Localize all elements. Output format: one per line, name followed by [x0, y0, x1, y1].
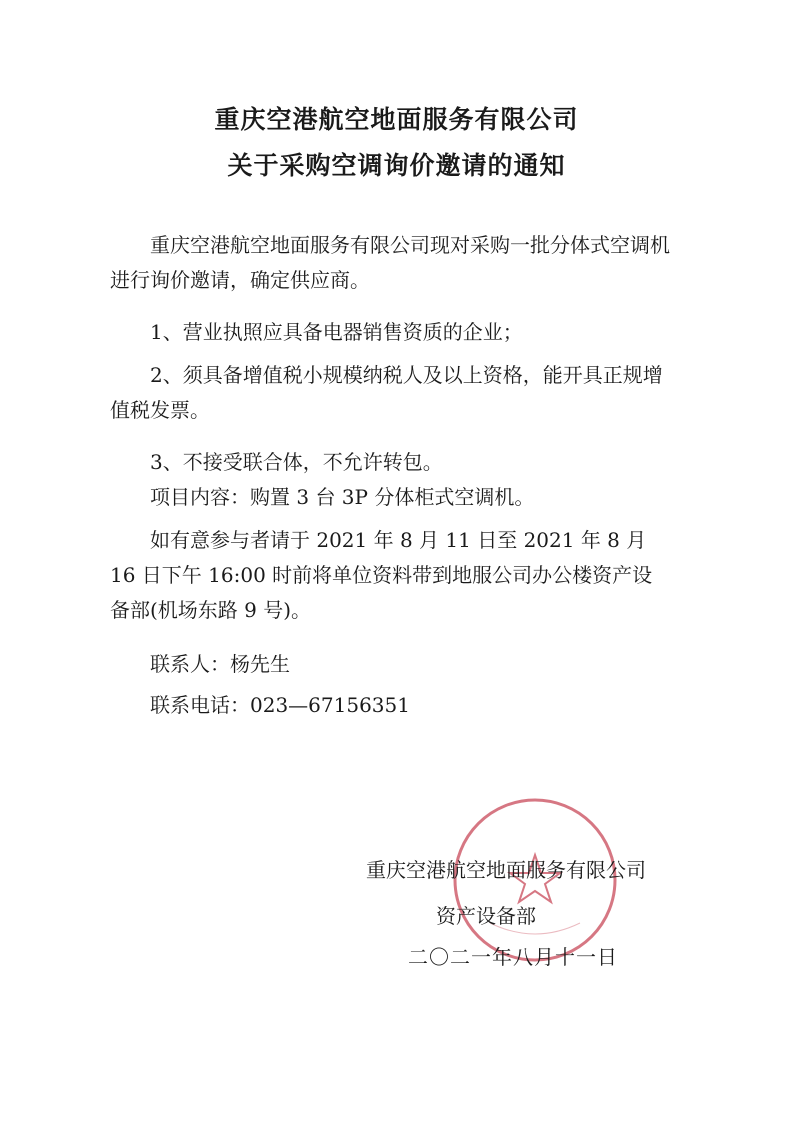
requirement-3: 3、不接受联合体，不允许转包。 — [150, 450, 443, 474]
signature-department: 资产设备部 — [436, 904, 536, 928]
document-title-line1: 重庆空港航空地面服务有限公司 — [214, 105, 579, 134]
requirement-1: 1、营业执照应具备电器销售资质的企业； — [150, 320, 523, 344]
document-title-line2: 关于采购空调询价邀请的通知 — [227, 151, 566, 180]
intro-paragraph: 重庆空港航空地面服务有限公司现对采购一批分体式空调机进行询价邀请，确定供应商。 — [110, 233, 670, 292]
participation-instructions: 如有意参与者请于 2021 年 8 月 11 日至 2021 年 8 月 16 日下午 16:00 时前将单位资料带到地服公司办公楼资产设备部(机场东路 9 号)。 — [110, 528, 653, 622]
signature-company: 重庆空港航空地面服务有限公司 — [366, 858, 646, 882]
contact-phone: 联系电话：023—67156351 — [150, 693, 410, 717]
contact-person: 联系人：杨先生 — [150, 652, 290, 676]
requirement-2: 2、须具备增值税小规模纳税人及以上资格，能开具正规增值税发票。 — [110, 363, 663, 422]
project-content: 项目内容：购置 3 台 3P 分体柜式空调机。 — [150, 485, 535, 509]
signature-date: 二〇二一年八月十一日 — [408, 945, 618, 969]
